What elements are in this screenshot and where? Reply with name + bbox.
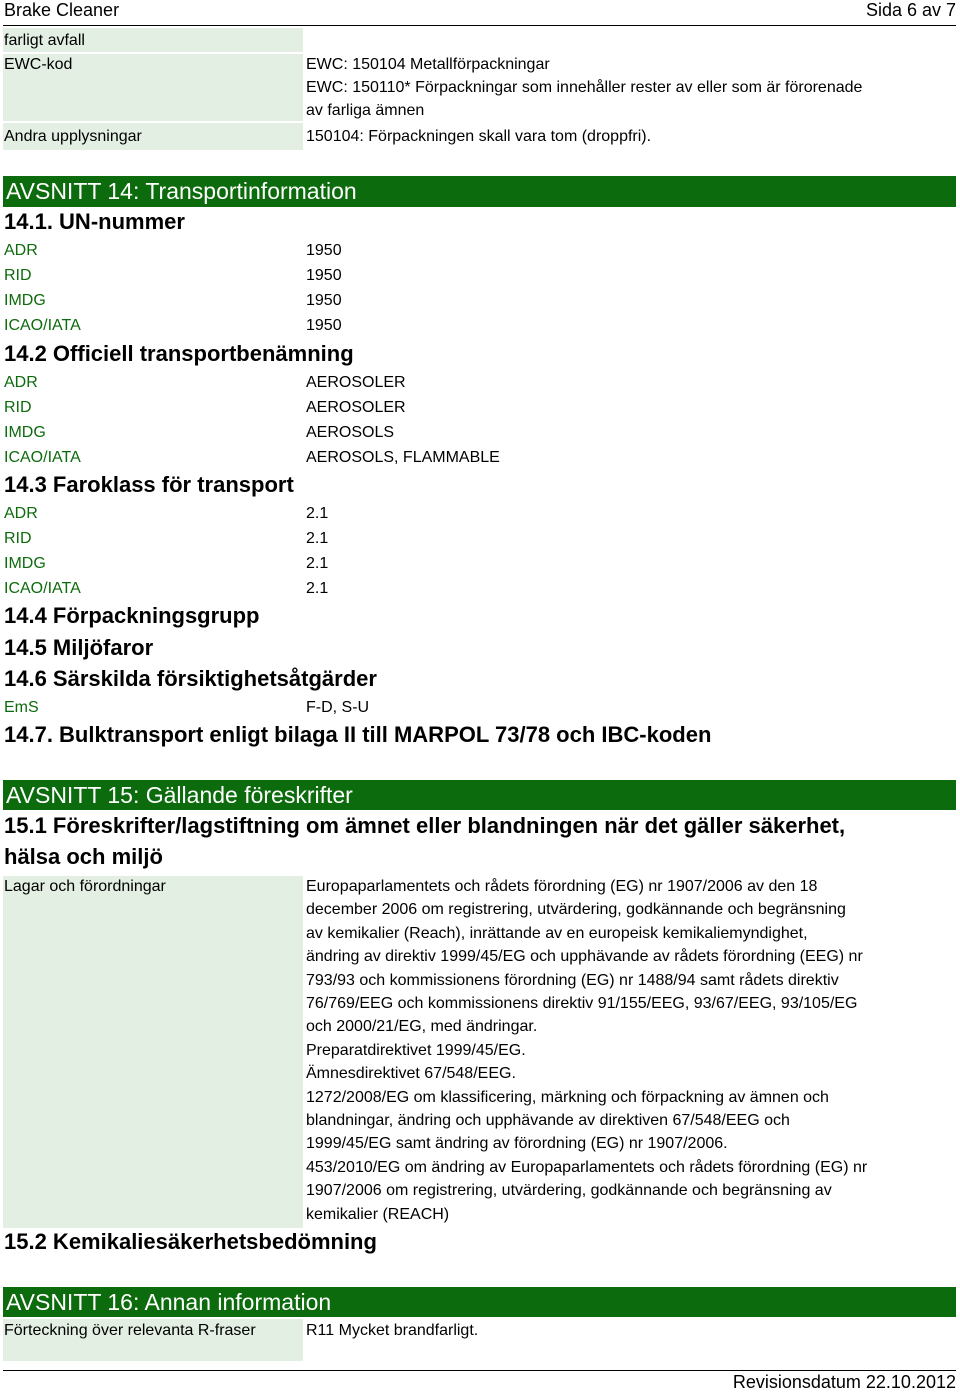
laws-line: blandningar, ändring och upphävande av direktiven 67/548/EEG och bbox=[306, 1112, 790, 1130]
class-row-icao-value: 2.1 bbox=[306, 580, 329, 597]
other-value: 150104: Förpackningen skall vara tom (droppfri). bbox=[306, 128, 652, 145]
laws-line: kemikalier (REACH) bbox=[306, 1205, 450, 1223]
name-row-imdg-value: AEROSOLS bbox=[306, 424, 395, 441]
special-precautions-title: 14.6 Särskilda försiktighetsåtgärder bbox=[4, 666, 377, 691]
un-row-imdg-label: IMDG bbox=[4, 292, 46, 309]
name-row-rid-label: RID bbox=[4, 399, 32, 416]
ems-value: F-D, S-U bbox=[306, 699, 370, 716]
laws-line: Europaparlamentets och rådets förordning (EG) nr 1907/2006 av den 18 bbox=[306, 878, 818, 895]
regulations-title-line-2: hälsa och miljö bbox=[4, 844, 163, 869]
laws-line: 793/93 och kommissionens förordning (EG) nr 1488/94 samt rådets direktiv bbox=[306, 971, 839, 989]
name-row-rid-value: AEROSOLER bbox=[306, 399, 406, 416]
environmental-hazards-title: 14.5 Miljöfaror bbox=[4, 635, 154, 660]
hazard-class-title: 14.3 Faroklass för transport bbox=[4, 472, 294, 497]
un-row-adr-label: ADR bbox=[4, 242, 38, 259]
laws-line: av kemikalier (Reach), inrättande av en europeisk kemikaliemyndighet, bbox=[306, 924, 808, 942]
footer-divider bbox=[3, 1370, 956, 1371]
ems-label: EmS bbox=[4, 699, 39, 716]
waste-label: farligt avfall bbox=[4, 32, 85, 49]
ewc-value-3: av farliga ämnen bbox=[306, 102, 425, 119]
laws-line: 76/769/EEG och kommissionens direktiv 91/155/EEG, 93/67/EEG, 93/105/EG bbox=[306, 995, 858, 1013]
name-row-icao-value: AEROSOLS, FLAMMABLE bbox=[306, 449, 500, 466]
class-row-adr-value: 2.1 bbox=[306, 505, 329, 522]
un-row-imdg-value: 1950 bbox=[306, 292, 342, 309]
r-phrases-value: R11 Mycket brandfarligt. bbox=[306, 1322, 479, 1339]
un-row-adr-value: 1950 bbox=[306, 242, 342, 259]
revision-date: Revisionsdatum 22.10.2012 bbox=[732, 1372, 956, 1392]
bulk-transport-title: 14.7. Bulktransport enligt bilaga II till MARPOL 73/78 och IBC-koden bbox=[4, 722, 712, 747]
r-phrases-label: Förteckning över relevanta R-fraser bbox=[4, 1322, 256, 1339]
laws-label: Lagar och förordningar bbox=[4, 878, 166, 895]
laws-line: 453/2010/EG om ändring av Europaparlamentets och rådets förordning (EG) nr bbox=[306, 1158, 868, 1176]
laws-line: 1907/2006 om registrering, utvärdering, godkännande och begränsning av bbox=[306, 1182, 832, 1200]
laws-line: december 2006 om registrering, utvärdering, godkännande och begränsning bbox=[306, 901, 846, 919]
class-row-imdg-value: 2.1 bbox=[306, 555, 329, 572]
laws-line: Ämnesdirektivet 67/548/EEG. bbox=[306, 1065, 516, 1083]
laws-line: och 2000/21/EG, med ändringar. bbox=[306, 1018, 538, 1036]
class-row-rid-value: 2.1 bbox=[306, 530, 329, 547]
packing-group-title: 14.4 Förpackningsgrupp bbox=[4, 603, 260, 628]
class-row-rid-label: RID bbox=[4, 530, 32, 547]
laws-text bbox=[306, 875, 946, 1226]
un-number-title: 14.1. UN-nummer bbox=[4, 209, 185, 234]
name-row-adr-label: ADR bbox=[4, 374, 38, 391]
un-row-icao-label: ICAO/IATA bbox=[4, 317, 81, 334]
ewc-value-2: EWC: 150110* Förpackningar som innehåller rester av eller som är förorenade bbox=[306, 79, 863, 96]
regulations-title-line-1: 15.1 Föreskrifter/lagstiftning om ämnet eller blandningen när det gäller säkerhet, bbox=[4, 813, 846, 838]
laws-label-bg bbox=[3, 876, 303, 1228]
laws-line: 1999/45/EG samt ändring av förordning (EG) nr 1907/2006. bbox=[306, 1135, 728, 1153]
chemical-safety-title: 15.2 Kemikaliesäkerhetsbedömning bbox=[4, 1229, 377, 1254]
laws-line: Preparatdirektivet 1999/45/EG. bbox=[306, 1041, 526, 1059]
other-label: Andra upplysningar bbox=[4, 128, 142, 145]
un-row-rid-value: 1950 bbox=[306, 267, 342, 284]
section-16-banner: AVSNITT 16: Annan information bbox=[3, 1287, 956, 1317]
header-divider bbox=[3, 25, 956, 26]
laws-line: 1272/2008/EG om klassificering, märkning och förpackning av ämnen och bbox=[306, 1088, 829, 1106]
section-14-banner: AVSNITT 14: Transportinformation bbox=[3, 176, 956, 207]
name-row-adr-value: AEROSOLER bbox=[306, 374, 406, 391]
class-row-imdg-label: IMDG bbox=[4, 555, 46, 572]
page-number: Sida 6 av 7 bbox=[865, 0, 956, 20]
section-15-banner: AVSNITT 15: Gällande föreskrifter bbox=[3, 780, 956, 810]
class-row-icao-label: ICAO/IATA bbox=[4, 580, 81, 597]
class-row-adr-label: ADR bbox=[4, 505, 38, 522]
ewc-value-1: EWC: 150104 Metallförpackningar bbox=[306, 56, 550, 73]
laws-line: ändring av direktiv 1999/45/EG och upphävande av rådets förordning (EEG) nr bbox=[306, 948, 863, 966]
product-name: Brake Cleaner bbox=[4, 0, 120, 20]
transport-name-title: 14.2 Officiell transportbenämning bbox=[4, 341, 354, 366]
un-row-icao-value: 1950 bbox=[306, 317, 342, 334]
name-row-icao-label: ICAO/IATA bbox=[4, 449, 81, 466]
un-row-rid-label: RID bbox=[4, 267, 32, 284]
name-row-imdg-label: IMDG bbox=[4, 424, 46, 441]
ewc-label: EWC-kod bbox=[4, 56, 73, 73]
